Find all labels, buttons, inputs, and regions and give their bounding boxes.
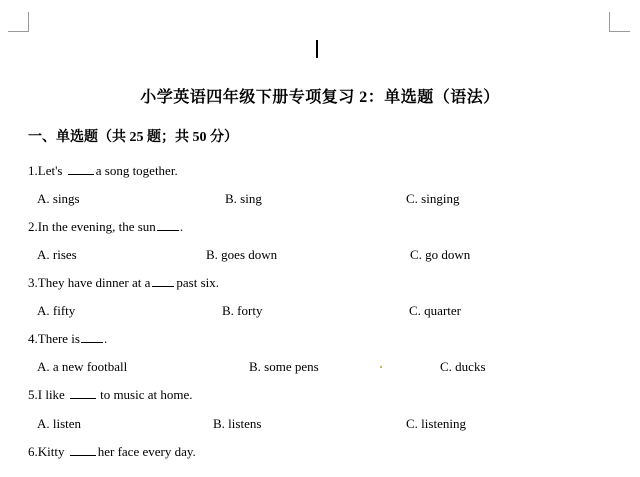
answer-blank: [157, 219, 179, 231]
question-stem: to music at home.: [100, 387, 193, 402]
question-5: [28, 387, 193, 403]
question-stem: a song together.: [95, 163, 178, 178]
question-stem: 5.I like: [28, 387, 69, 402]
question-stem: 3.They have dinner at a: [28, 275, 151, 290]
question-stem: past six.: [176, 275, 219, 290]
option-a: A. sings: [37, 191, 80, 206]
answer-blank: [68, 163, 94, 175]
question-1: [28, 163, 178, 179]
answer-blank: [152, 275, 174, 287]
page-corner-mark-top-right: [609, 12, 610, 31]
option-a: A. rises: [37, 247, 77, 262]
option-b: B. some pens: [249, 359, 319, 374]
option-c: C. go down: [410, 247, 471, 262]
answer-blank: [81, 331, 103, 343]
page-corner-mark-top-left: [8, 31, 29, 32]
question-4: [28, 331, 107, 347]
section-heading: 一、单选题（共 25 题；共 50 分）: [28, 130, 238, 145]
question-stem: .: [103, 331, 108, 346]
question-stem: 6.Kitty: [28, 444, 68, 459]
answer-blank: [70, 387, 96, 399]
page-corner-mark-top-right: [609, 31, 630, 32]
question-stem: .: [179, 219, 184, 234]
question-2: [28, 219, 183, 235]
question-stem: her face every day.: [97, 444, 196, 459]
option-c: C. singing: [406, 191, 460, 206]
option-b: B. sing: [225, 191, 262, 206]
option-c: C. ducks: [440, 359, 486, 374]
option-a: A. a new football: [37, 359, 128, 374]
option-a: A. listen: [37, 416, 82, 431]
option-a: A. fifty: [37, 303, 76, 318]
question-6: [28, 444, 196, 460]
question-stem: 1.Let's: [28, 163, 66, 178]
option-b: B. listens: [213, 416, 262, 431]
option-c: C. quarter: [409, 303, 461, 318]
answer-blank: [70, 444, 96, 456]
question-stem: 2.In the evening, the sun: [28, 219, 156, 234]
option-b: B. goes down: [206, 247, 278, 262]
option-c: C. listening: [406, 416, 466, 431]
page-corner-mark-top-left: [28, 12, 29, 31]
document-title: 小学英语四年级下册专项复习 2：单选题（语法）: [140, 89, 500, 106]
text-cursor: [316, 40, 318, 58]
stray-mark: [380, 366, 382, 368]
question-stem: 4.There is: [28, 331, 80, 346]
question-3: [28, 275, 219, 291]
option-b: B. forty: [222, 303, 263, 318]
